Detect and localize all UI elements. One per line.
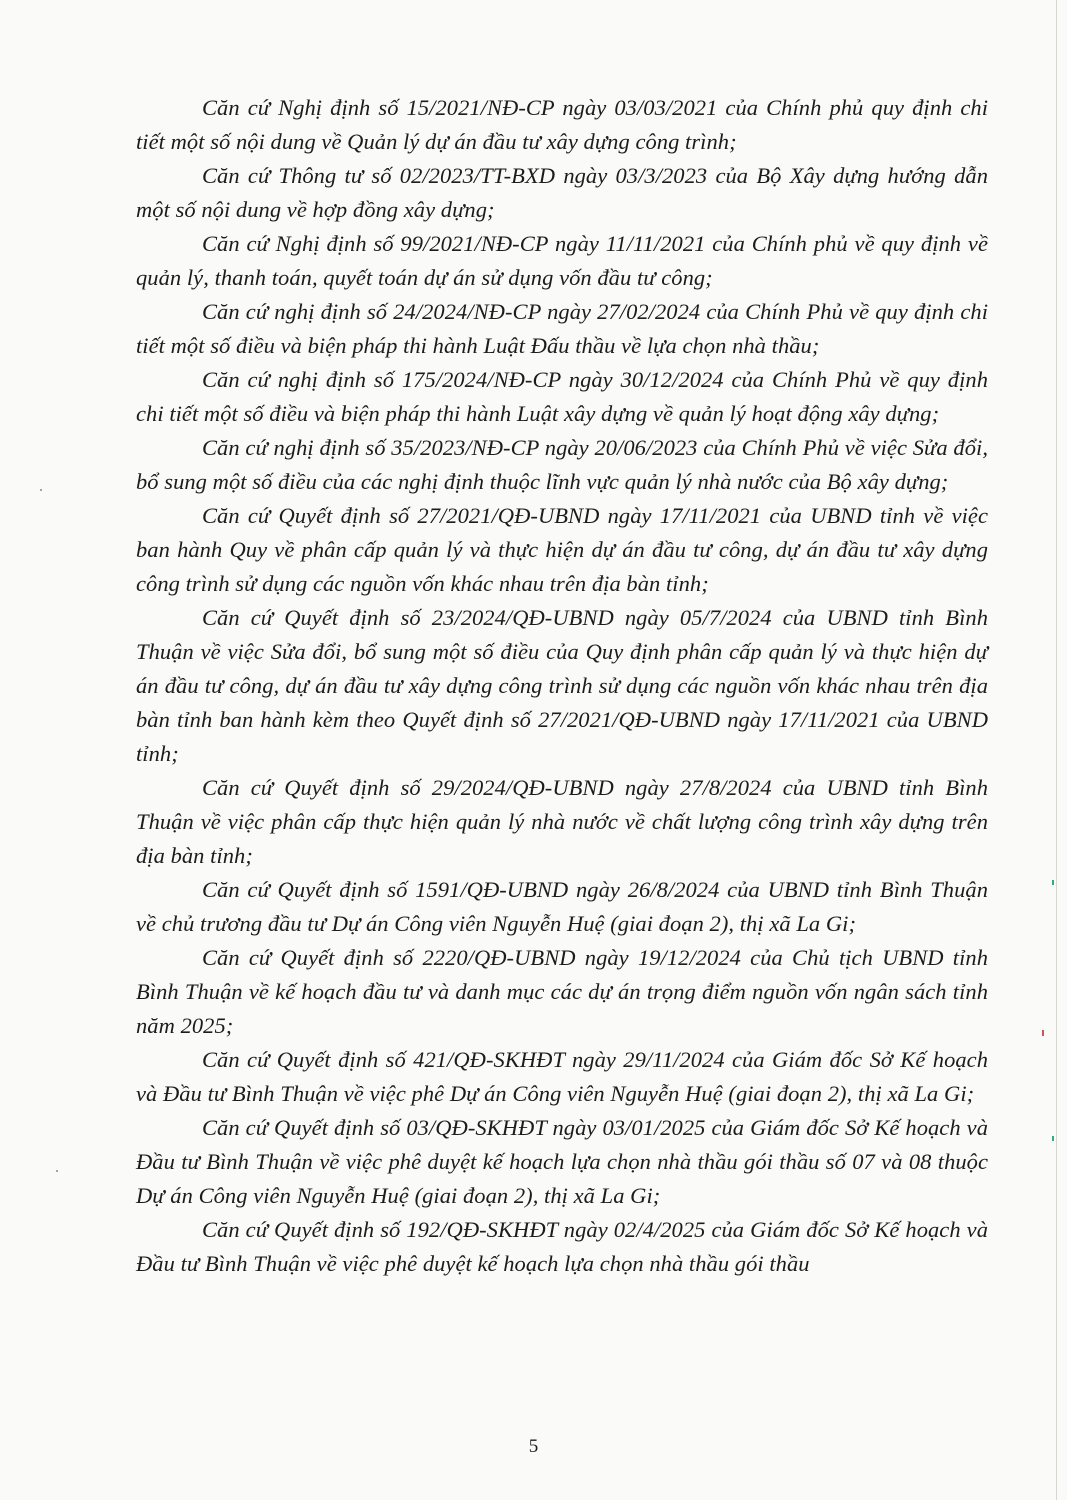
scan-edge-line (1056, 0, 1057, 1500)
page-number: 5 (528, 1436, 539, 1457)
legal-basis-paragraph: Căn cứ nghị định số 175/2024/NĐ-CP ngày 30/12/2024 của Chính Phủ về quy định chi tiết một số điều và biện pháp thi hành Luật xây dựng về quản lý hoạt động xây dựng; (136, 367, 988, 426)
scan-mark (1052, 1136, 1054, 1141)
legal-basis-paragraph: Căn cứ Nghị định số 15/2021/NĐ-CP ngày 03/03/2021 của Chính phủ quy định chi tiết một số nội dung về Quản lý dự án đầu tư xây dựng công trình; (136, 95, 988, 154)
legal-basis-paragraph: Căn cứ Quyết định số 421/QĐ-SKHĐT ngày 29/11/2024 của Giám đốc Sở Kế hoạch và Đầu tư Bình Thuận về việc phê Dự án Công viên Nguyễn Huệ (giai đoạn 2), thị xã La Gi; (136, 1047, 988, 1106)
legal-basis-paragraph: Căn cứ Nghị định số 99/2021/NĐ-CP ngày 11/11/2021 của Chính phủ về quy định về quản lý, thanh toán, quyết toán dự án sử dụng vốn đầu tư công; (136, 231, 988, 290)
legal-basis-paragraph: Căn cứ Quyết định số 29/2024/QĐ-UBND ngày 27/8/2024 của UBND tỉnh Bình Thuận về việc phân cấp thực hiện quản lý nhà nước về chất lượng công trình xây dựng trên địa bàn tỉnh; (136, 775, 988, 868)
legal-basis-paragraph: Căn cứ Quyết định số 23/2024/QĐ-UBND ngày 05/7/2024 của UBND tỉnh Bình Thuận về việc Sửa đổi, bổ sung một số điều của Quy định phân cấp quản lý và thực hiện dự án đầu tư công, dự án đầu tư xây dựng công trình sử dụng các nguồn vốn khác nhau trên địa bàn tỉnh ban hành kèm theo Quyết định số 27/2021/QĐ-UBND ngày 17/11/2021 của UBND tỉnh; (136, 605, 988, 766)
legal-basis-paragraph: Căn cứ Quyết định số 192/QĐ-SKHĐT ngày 02/4/2025 của Giám đốc Sở Kế hoạch và Đầu tư Bình Thuận về việc phê duyệt kế hoạch lựa chọn nhà thầu gói thầu (136, 1217, 988, 1276)
scan-speck (40, 489, 42, 491)
legal-basis-paragraph: Căn cứ nghị định số 24/2024/NĐ-CP ngày 27/02/2024 của Chính Phủ về quy định chi tiết một số điều và biện pháp thi hành Luật Đấu thầu về lựa chọn nhà thầu; (136, 299, 988, 358)
legal-basis-paragraph: Căn cứ nghị định số 35/2023/NĐ-CP ngày 20/06/2023 của Chính Phủ về việc Sửa đổi, bổ sung một số điều của các nghị định thuộc lĩnh vực quản lý nhà nước của Bộ xây dựng; (136, 435, 988, 494)
document-body (136, 91, 988, 1281)
legal-basis-paragraph: Căn cứ Quyết định số 03/QĐ-SKHĐT ngày 03/01/2025 của Giám đốc Sở Kế hoạch và Đầu tư Bình Thuận về việc phê duyệt kế hoạch lựa chọn nhà thầu gói thầu số 07 và 08 thuộc Dự án Công viên Nguyễn Huệ (giai đoạn 2), thị xã La Gi; (136, 1115, 988, 1208)
legal-basis-paragraph: Căn cứ Thông tư số 02/2023/TT-BXD ngày 03/3/2023 của Bộ Xây dựng hướng dẫn một số nội dung về hợp đồng xây dựng; (136, 163, 988, 222)
scan-speck (56, 1170, 58, 1172)
legal-basis-paragraph: Căn cứ Quyết định số 2220/QĐ-UBND ngày 19/12/2024 của Chủ tịch UBND tỉnh Bình Thuận về kế hoạch đầu tư và danh mục các dự án trọng điểm nguồn vốn ngân sách tỉnh năm 2025; (136, 945, 988, 1038)
scan-mark (1052, 880, 1054, 885)
scan-mark (1042, 1030, 1044, 1036)
legal-basis-paragraph: Căn cứ Quyết định số 1591/QĐ-UBND ngày 26/8/2024 của UBND tỉnh Bình Thuận về chủ trương đầu tư Dự án Công viên Nguyễn Huệ (giai đoạn 2), thị xã La Gi; (136, 877, 988, 936)
legal-basis-paragraph: Căn cứ Quyết định số 27/2021/QĐ-UBND ngày 17/11/2021 của UBND tỉnh về việc ban hành Quy về phân cấp quản lý và thực hiện dự án đầu tư công, dự án đầu tư xây dựng công trình sử dụng các nguồn vốn khác nhau trên địa bàn tỉnh; (136, 503, 988, 596)
